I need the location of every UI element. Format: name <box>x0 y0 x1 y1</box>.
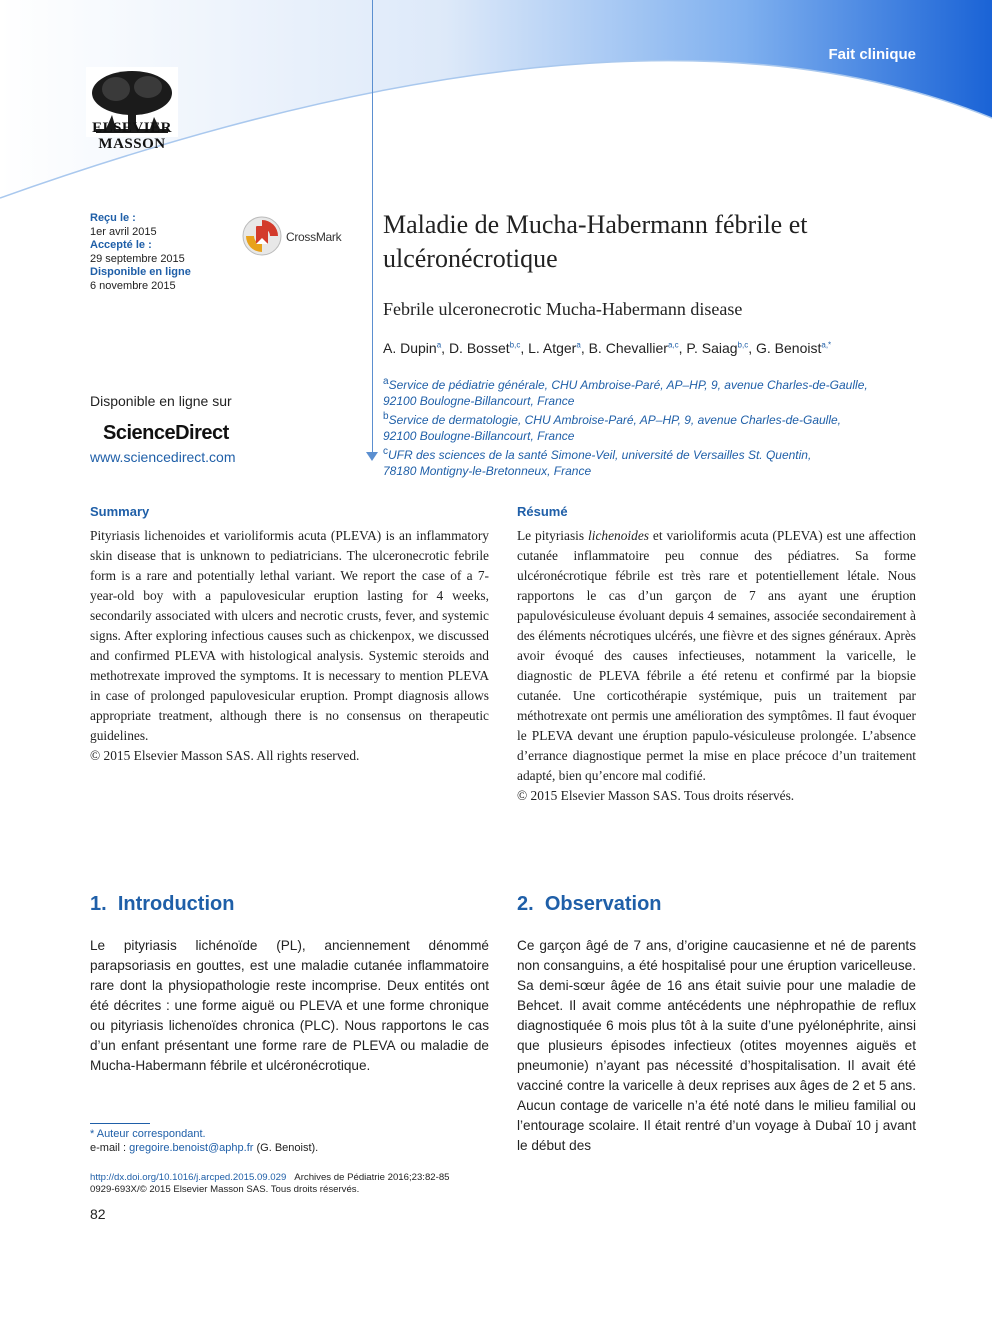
affiliation-cont: 78180 Montigny-le-Bretonneux, France <box>383 463 592 478</box>
accepted-label: Accepté le : <box>90 239 152 251</box>
journal-footer <box>90 1172 450 1196</box>
affiliations <box>383 374 923 479</box>
availability-label: Disponible en ligne sur <box>90 393 232 409</box>
author-affil: b,c <box>509 340 521 350</box>
author-affil: a,c <box>667 340 679 350</box>
article-title: Maladie de Mucha-Habermann fébrile et ulcéronécrotique <box>383 210 808 273</box>
section-heading-observation: 2. Observation <box>517 893 662 915</box>
summary-copyright: © 2015 Elsevier Masson SAS. All rights reserved. <box>90 748 360 763</box>
received-value: 1er avril 2015 <box>90 225 157 238</box>
author-affil: b,c <box>737 340 749 350</box>
resume-body: Le pityriasis lichenoides et varioliformis acuta (PLEVA) est une affection cutanée inflammatoire peu connue des pédiatres. Sa forme ulcéronécrotique fébrile est très rare et potentiellement létale. Nous rapportons le cas d’un garçon de 7 ans ayant une éruption papulovésiculeuse évoluant depuis 4 semaines, associée secondairement à des éléments nécrotiques ulcérés, une fièvre et des signes généraux. Après avoir évoqué des causes infectieuses, notamment la varicelle, le diagnostic de PLEVA fébrile a été retenu et confirmé par la biopsie cutanée. Une corticothérapie systémique, puis un traitement par méthotrexate ont permis une amélioration des symptômes. Il faut évoquer le PLEVA devant une éruption papulo-vésiculeuse prolongée. L’absence d’errance diagnostique permet la mise en place précoce d’un traitement adapté, bien qu’encore mal codifié. © 2015 Elsevier Masson SAS. Tous droits réservés. <box>517 528 916 803</box>
affiliation: $^a$Service de pédiatrie générale, CHU Ambroise-Paré, AP–HP, 9, avenue Charles-de-Gaulle, <box>383 376 868 392</box>
author-name[interactable]: P. Saiag <box>686 340 738 356</box>
corresponding-label: * Auteur correspondant. <box>90 1128 206 1140</box>
article-dates <box>90 212 191 293</box>
author-name[interactable]: G. Benoist <box>756 340 822 356</box>
accepted-value: 29 septembre 2015 <box>90 252 185 265</box>
issn-line: 0929-693X/© 2015 Elsevier Masson SAS. Tous droits réservés. <box>90 1184 360 1195</box>
online-value: 6 novembre 2015 <box>90 279 176 292</box>
sciencedirect-link[interactable]: www.sciencedirect.com <box>90 449 236 465</box>
affiliation: $^c$UFR des sciences de la santé Simone-Veil, université de Versailles St. Quentin, <box>383 446 812 462</box>
received-label: Reçu le : <box>90 212 136 224</box>
affiliation-cont: 92100 Boulogne-Billancourt, France <box>383 428 575 443</box>
divider-line <box>372 0 373 456</box>
observation-body: Ce garçon âgé de 7 ans, d’origine caucasienne et né de parents non consanguins, a été hospitalisé pour une éruption varicelleuse. Sa demi-sœur âgée de 16 ans était suivie pour une maladie de Behcet. Il avait comme antécédents une néphropathie de reflux diagnostiquée 6 mois plus tôt à la suite d’une pyélonéphrite, ainsi que plusieurs épisodes infectieux (otites moyennes aiguës et pneumonie) n’ayant pas nécessité d’hospitalisation. Il avait été vacciné contre la varicelle à deux reprises aux âges de 2 et 5 ans. Aucun contage de varicelle n’a été noté dans le milieu familial ou l’entourage scolaire. Il était rentré d’un voyage à Dubaï 10 j avant le début des <box>517 938 916 1153</box>
affiliation-cont: 92100 Boulogne-Billancourt, France <box>383 393 575 408</box>
online-label: Disponible en ligne <box>90 266 191 278</box>
author-name[interactable]: L. Atger <box>528 340 577 356</box>
author-list: A. Dupin$^a$, D. Bosset$^{b,c}$, L. Atger$^a$, B. Chevallier$^{a,c}$, P. Saiag$^{b,c}$, G. Benoist$^{a,*}$ <box>383 340 832 356</box>
down-arrow-icon <box>366 452 378 461</box>
resume-heading: Résumé <box>517 504 568 519</box>
resume-copyright: © 2015 Elsevier Masson SAS. Tous droits réservés. <box>517 788 795 803</box>
article-subtitle: Febrile ulceronecrotic Mucha-Habermann disease <box>383 299 743 319</box>
email-link[interactable]: gregoire.benoist@aphp.fr <box>129 1142 254 1154</box>
affiliation: $^b$Service de dermatologie, CHU Ambroise-Paré, AP–HP, 9, avenue Charles-de-Gaulle, <box>383 411 841 427</box>
journal-citation: Archives de Pédiatrie 2016;23:82-85 <box>294 1172 450 1183</box>
sciencedirect-logo[interactable]: ScienceDirect <box>103 422 229 444</box>
author-affil: a <box>436 340 442 350</box>
page-number: 82 <box>90 1206 106 1222</box>
author-name[interactable]: B. Chevallier <box>588 340 668 356</box>
introduction-body: Le pityriasis lichénoïde (PL), anciennement dénommé parapsoriasis en gouttes, est une maladie cutanée inflammatoire rare dont la physiopathologie reste incomprise. Deux entités ont été décrites : une forme aiguë ou PLEVA et une forme chronique ou pityriasis lichenoïdes chronica (PLC). Nous rapportons le cas d’un enfant présentant une forme rare de PLEVA ou maladie de Mucha-Habermann fébrile et ulcéronécrotique. <box>90 938 489 1073</box>
doi-link[interactable]: http://dx.doi.org/10.1016/j.arcped.2015.09.029 <box>90 1172 287 1183</box>
author-affil: a,* <box>821 340 832 350</box>
summary-body: Pityriasis lichenoides et varioliformis acuta (PLEVA) is an inflammatory skin disease that is unknown to pediatricians. The ulceronecrotic febrile form is a rare and potentially lethal variant. We report the case of a 7-year-old boy with a papulovesicular eruption lasting for 4 weeks, secondarily associated with ulcers and necrotic crusts, fever, and systemic signs. After exploring infectious causes such as chickenpox, we discussed and confirmed PLEVA with histological analysis. Systemic steroids and methotrexate improved the symptoms. It is necessary to mention PLEVA in case of prolonged papulovesicular eruption. Prompt diagnosis allows appropriate treatment, although there is no consensus on therapeutic guidelines. © 2015 Elsevier Masson SAS. All rights reserved. <box>90 528 489 763</box>
publisher-name: ELSEVIER <box>92 120 172 136</box>
publisher-name-2: MASSON <box>98 136 166 152</box>
footnote-rule <box>90 1123 150 1124</box>
author-affil: a <box>576 340 581 350</box>
section-label: Fait clinique <box>828 46 916 63</box>
summary-heading: Summary <box>90 504 150 519</box>
crossmark-label[interactable]: CrossMark <box>286 230 342 244</box>
section-heading-introduction: 1. Introduction <box>90 893 235 915</box>
author-name[interactable]: D. Bosset <box>448 340 510 356</box>
footnote: * Auteur correspondant. e-mail : gregoire.benoist@aphp.fr (G. Benoist). <box>90 1128 319 1154</box>
author-name[interactable]: A. Dupin <box>383 340 437 356</box>
